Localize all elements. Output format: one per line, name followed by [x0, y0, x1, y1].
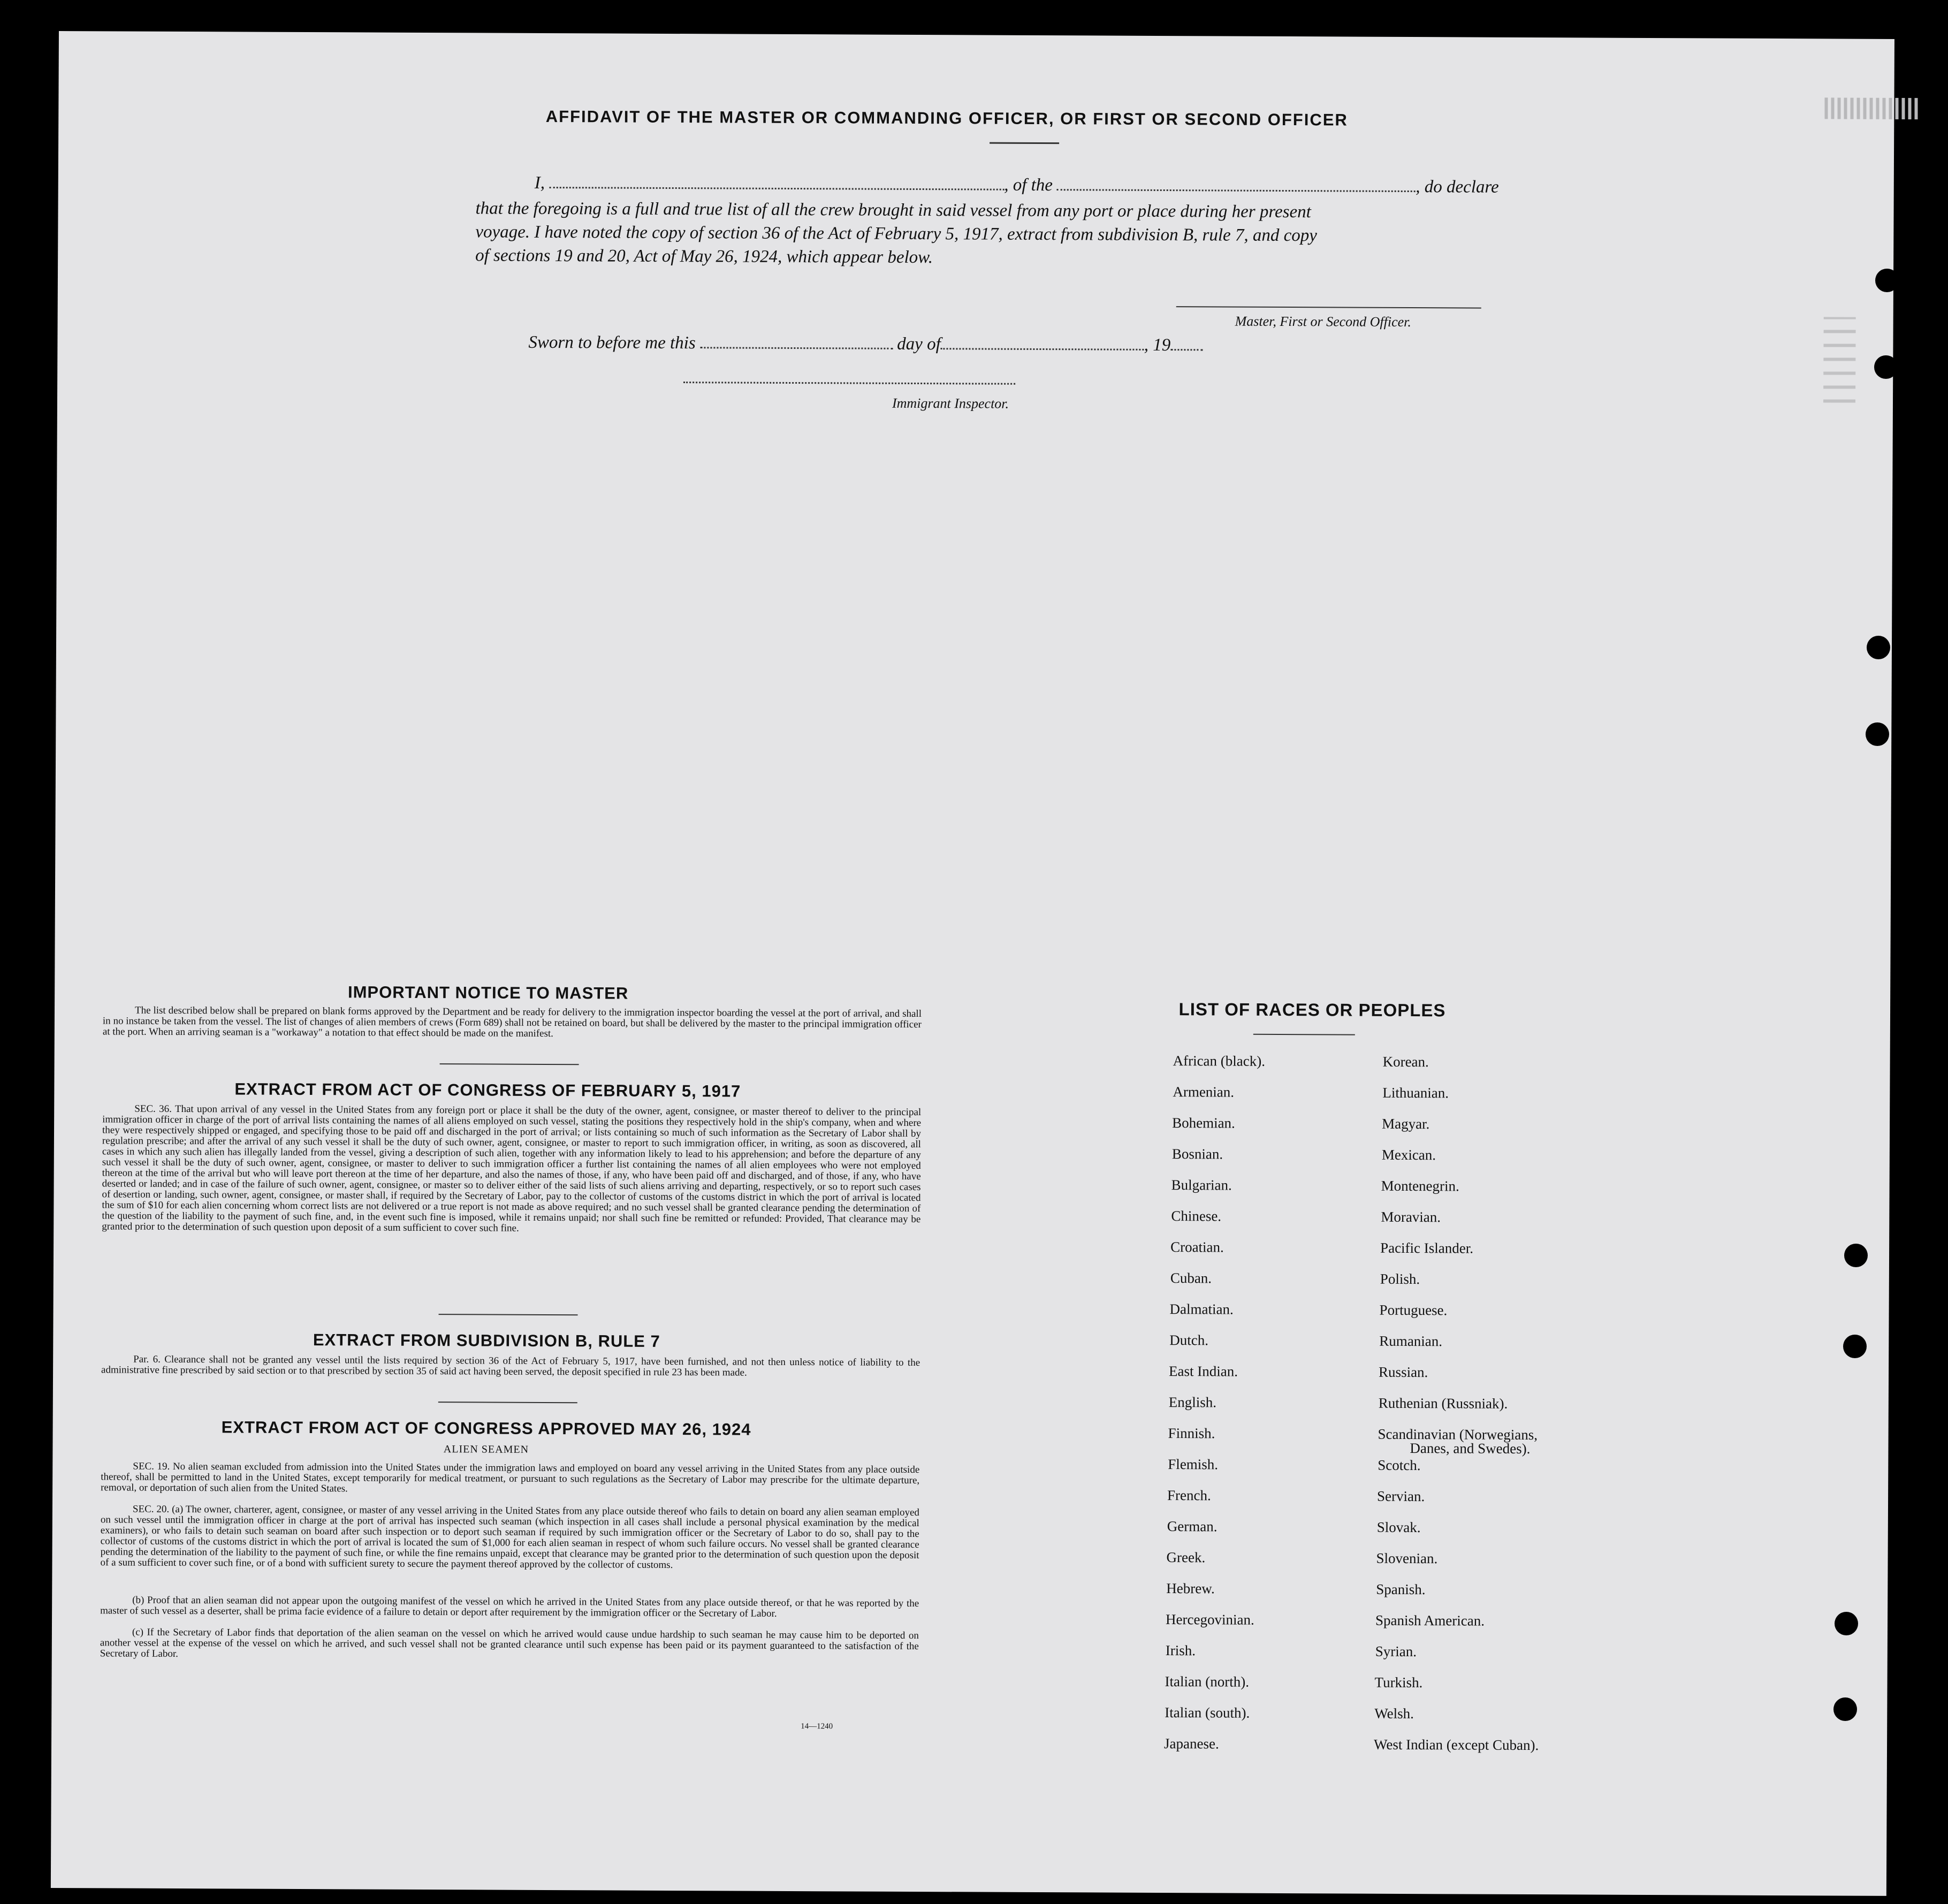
race-right-12: Scandinavian (Norwegians,: [1378, 1426, 1538, 1443]
race-right-3: Mexican.: [1381, 1146, 1436, 1163]
extract-1924-title: EXTRACT FROM ACT OF CONGRESS APPROVED MAY 26, 1924: [221, 1418, 751, 1439]
extract-rule7-body: Par. 6. Clearance shall not be granted any vessel until the lists required by section 36 of the Act of February 5, 1917, have been furnished, and not then unless notice of liability to the administrative fine prescribed by said section or to that prescribed by section 35 of said act having been served, the deposit specified in rule 23 has been made.: [101, 1353, 920, 1379]
punch-hole: [1875, 269, 1899, 292]
extract-1917-rule: [439, 1314, 578, 1315]
master-signature-line[interactable]: [1176, 306, 1481, 308]
inspector-label: Immigrant Inspector.: [892, 395, 1009, 412]
sworn-day-of: day of: [897, 334, 941, 354]
races-title-rule: [1253, 1034, 1355, 1035]
affidavit-title: AFFIDAVIT OF THE MASTER OR COMMANDING OFFICER, OR FIRST OR SECOND OFFICER: [545, 106, 1348, 130]
race-right-9: Rumanian.: [1379, 1332, 1443, 1350]
extract-1917-body: SEC. 36. That upon arrival of any vessel in the United States from any foreign port or place it shall be the duty of the owner, agent, consignee, or master thereof to deliver to the principal immigration officer in charge of the port of arrival lists containing the names of all aliens employed on such vessel, stating the positions they respectively hold in the ship's company, when and where they were respectively shipped or engaged, and specifying those to be paid off and discharged in the port of arrival; or lists containing so much of such information as the Secretary of Labor shall by regulation prescribe; and after the arrival of any such vessel it shall be the duty of such owner, agent, consignee, or master to report to such immigration officer, in writing, as soon as discovered, all cases in which any such alien has illegally landed from the vessel, giving a description of such alien, together with any information likely to lead to his apprehension; and before the departure of any such vessel it shall be the duty of such owner, agent, consignee, or master to deliver to such immigration officer a further list containing the names of all alien employees who were not employed thereon at the time of the arrival but who will leave port thereon at the time of her departure, and also the names of those, if any, who have been paid off and discharged, and of those, if any, who have deserted or landed; and in case of the failure of such owner, agent, consignee, or master so to deliver either of the said lists of such aliens arriving and departing, respectively, or so to report such cases of desertion or landing, such owner, agent, consignee, or master shall, if required by the Secretary of Labor, pay to the collector of customs of the customs district in which the port of arrival is located the sum of $10 for each alien concerning whom correct lists are not delivered or a true report is not made as above required; and no such vessel shall be granted clearance pending the determination of the question of the liability to the payment of such fine, and, in the event such fine is imposed, while it remains unpaid; nor shall such fine be remitted or refunded: Provided, That clearance may be granted prior to the determination of such question upon deposit of a sum sufficient to cover such fine.: [102, 1103, 922, 1234]
race-right-8: Portuguese.: [1379, 1301, 1448, 1319]
race-left-10: East Indian.: [1169, 1363, 1238, 1380]
race-left-9: Dutch.: [1169, 1332, 1209, 1349]
race-left-11: English.: [1168, 1394, 1217, 1411]
punch-hole: [1835, 1612, 1858, 1635]
race-left-17: Hebrew.: [1166, 1580, 1215, 1597]
race-right-17: Spanish.: [1376, 1581, 1426, 1598]
race-right-20: Turkish.: [1374, 1674, 1423, 1691]
race-left-6: Croatian.: [1170, 1239, 1224, 1255]
race-right-10: Russian.: [1379, 1364, 1428, 1381]
race-left-16: Greek.: [1166, 1549, 1206, 1566]
race-left-0: African (black).: [1173, 1053, 1266, 1069]
race-right-21: Welsh.: [1374, 1705, 1414, 1722]
sworn-year-prefix: , 19: [1144, 335, 1171, 355]
race-right-6: Pacific Islander.: [1380, 1239, 1474, 1256]
declare-label: , do declare: [1416, 177, 1499, 197]
race-left-2: Bohemian.: [1172, 1115, 1235, 1131]
inspector-signature-line[interactable]: [683, 382, 1015, 385]
race-right-13: Scotch.: [1378, 1457, 1421, 1474]
sworn-day-field[interactable]: [700, 346, 893, 349]
extract-1924-subtitle: ALIEN SEAMEN: [443, 1443, 529, 1456]
race-right-14: Servian.: [1377, 1488, 1425, 1505]
affidavit-body-2: voyage. I have noted the copy of section 36 of the Act of February 5, 1917, extract from subdivision B, rule 7, and copy: [475, 222, 1318, 246]
race-right-2: Magyar.: [1382, 1115, 1430, 1132]
extract-1924-sec19: SEC. 19. No alien seaman excluded from admission into the United States under the immigration laws and employed on board any vessel arriving in the United States from any place outside thereof, shall be permitted to land in the United States, except temporarily for medical treatment, or pursuant to such regulations as the Secretary of Labor may prescribe for the ultimate departure, removal, or deportation of such alien from the United States.: [101, 1460, 920, 1495]
document-page: [51, 31, 1894, 1896]
punch-hole: [1867, 636, 1890, 659]
title-rule: [990, 142, 1059, 144]
sworn-prefix: Sworn to before me this: [528, 332, 696, 353]
extract-rule7-rule: [438, 1402, 577, 1403]
race-left-4: Bulgarian.: [1171, 1177, 1232, 1193]
race-right-5: Moravian.: [1381, 1208, 1441, 1225]
race-left-19: Irish.: [1165, 1642, 1196, 1659]
race-left-15: German.: [1167, 1518, 1218, 1535]
race-left-3: Bosnian.: [1171, 1146, 1223, 1162]
race-left-1: Armenian.: [1173, 1084, 1235, 1100]
race-right-0: Korean.: [1382, 1053, 1429, 1070]
race-left-21: Italian (south).: [1165, 1704, 1250, 1721]
race-left-12: Finnish.: [1168, 1425, 1215, 1442]
vessel-label: , of the: [1004, 175, 1053, 195]
race-left-18: Hercegovinian.: [1166, 1611, 1254, 1628]
race-right-18: Spanish American.: [1375, 1612, 1485, 1629]
race-left-20: Italian (north).: [1165, 1673, 1250, 1690]
master-signature-label: Master, First or Second Officer.: [1235, 313, 1412, 330]
notice-title: IMPORTANT NOTICE TO MASTER: [347, 983, 629, 1003]
races-title: LIST OF RACES OR PEOPLES: [1178, 999, 1446, 1020]
race-right-15: Slovak.: [1376, 1519, 1421, 1536]
punch-hole: [1843, 1335, 1867, 1358]
bleed-through-mark: [1823, 317, 1856, 402]
race-left-7: Cuban.: [1170, 1270, 1212, 1286]
race-right-19: Syrian.: [1375, 1643, 1417, 1660]
race-right-22: West Indian (except Cuban).: [1373, 1736, 1539, 1754]
vessel-name-field[interactable]: [1057, 188, 1416, 192]
affidavit-body-3: of sections 19 and 20, Act of May 26, 1924, which appear below.: [475, 246, 933, 268]
extract-1924-sec20a: SEC. 20. (a) The owner, charterer, agent, consignee, or master of any vessel arriving in the United States from any place outside thereof who fails to detain on board any alien seaman employed on such vessel until the immigration officer in charge at the port of arrival has inspected such seaman (which inspection in all cases shall include a personal physical examination by the medical examiners), or who fails to detain such seaman on board after such inspection or to deport such seaman if required by such immigration officer or the Secretary of Labor to do so, shall pay to the collector of customs of the customs district in which the port of arrival is located the sum of $1,000 for each alien seaman in respect of whom such failure occurs. No vessel shall be granted clearance pending the determination of the liability to the payment of such fine, or while the fine remains unpaid, except that clearance may be granted prior to the determination of such question upon the deposit of a sum sufficient to cover such fine, or of a bond with sufficient surety to secure the payment thereof approved by the collector of customs.: [100, 1503, 919, 1571]
race-right-7: Polish.: [1380, 1270, 1420, 1288]
bleed-through-mark: [1824, 97, 1921, 119]
race-left-8: Dalmatian.: [1169, 1301, 1234, 1317]
declarant-prefix: I,: [534, 173, 545, 193]
extract-rule7-title: EXTRACT FROM SUBDIVISION B, RULE 7: [313, 1330, 660, 1351]
notice-body: The list described below shall be prepared on blank forms approved by the Department and be ready for delivery to the immigration inspector boarding the vessel at the port of arrival, and shall in no instance be taken from the vessel. The list of changes of alien members of crews (Form 689) shall not be retained on board, but shall be delivered by the master to the principal immigration officer at the port. When an arriving seaman is a "workaway" a notation to that effect should be made on the manifest.: [102, 1004, 922, 1040]
extract-1924-sec20b: (b) Proof that an alien seaman did not appear upon the outgoing manifest of the vessel on which he arrived in the United States from any place outside thereof, or that he was reported by the master of such vessel as a deserter, shall be prima facie evidence of a failure to detain or deport after requirement by the immigration officer or the Secretary of Labor.: [100, 1594, 919, 1619]
punch-hole: [1844, 1244, 1868, 1267]
form-number: 14—1240: [801, 1722, 833, 1731]
race-right-11: Ruthenian (Russniak).: [1378, 1395, 1508, 1412]
extract-1917-title: EXTRACT FROM ACT OF CONGRESS OF FEBRUARY 5, 1917: [234, 1079, 741, 1101]
sworn-line: [528, 333, 1203, 355]
race-right-16: Slovenian.: [1376, 1550, 1438, 1567]
punch-hole: [1833, 1697, 1857, 1721]
race-right-4: Montenegrin.: [1381, 1177, 1459, 1194]
race-right-12-cont: Danes, and Swedes).: [1410, 1440, 1531, 1457]
declarant-name-field[interactable]: [549, 186, 1004, 191]
punch-hole: [1874, 355, 1898, 379]
race-left-13: Flemish.: [1168, 1456, 1219, 1473]
affidavit-body-1: that the foregoing is a full and true list of all the crew brought in said vessel from any port or place during her present: [475, 199, 1311, 222]
race-left-14: French.: [1167, 1487, 1211, 1504]
affidavit-line-1: [535, 173, 1584, 198]
race-left-22: Japanese.: [1163, 1735, 1219, 1752]
sworn-year-field[interactable]: [1170, 348, 1203, 351]
extract-1924-sec20c: (c) If the Secretary of Labor finds that deportation of the alien seaman on the vessel on which he arrived would cause undue hardship to such seaman he may cause him to be deported on another vessel at the expense of the vessel on which he arrived, and such vessel shall not be granted clearance until such expense has been paid or its payment guaranteed to the satisfaction of the Secretary of Labor.: [100, 1626, 919, 1660]
race-left-5: Chinese.: [1171, 1208, 1222, 1224]
punch-hole: [1866, 722, 1889, 746]
notice-rule: [440, 1063, 579, 1065]
race-right-1: Lithuanian.: [1382, 1084, 1449, 1101]
sworn-month-field[interactable]: [941, 347, 1144, 351]
